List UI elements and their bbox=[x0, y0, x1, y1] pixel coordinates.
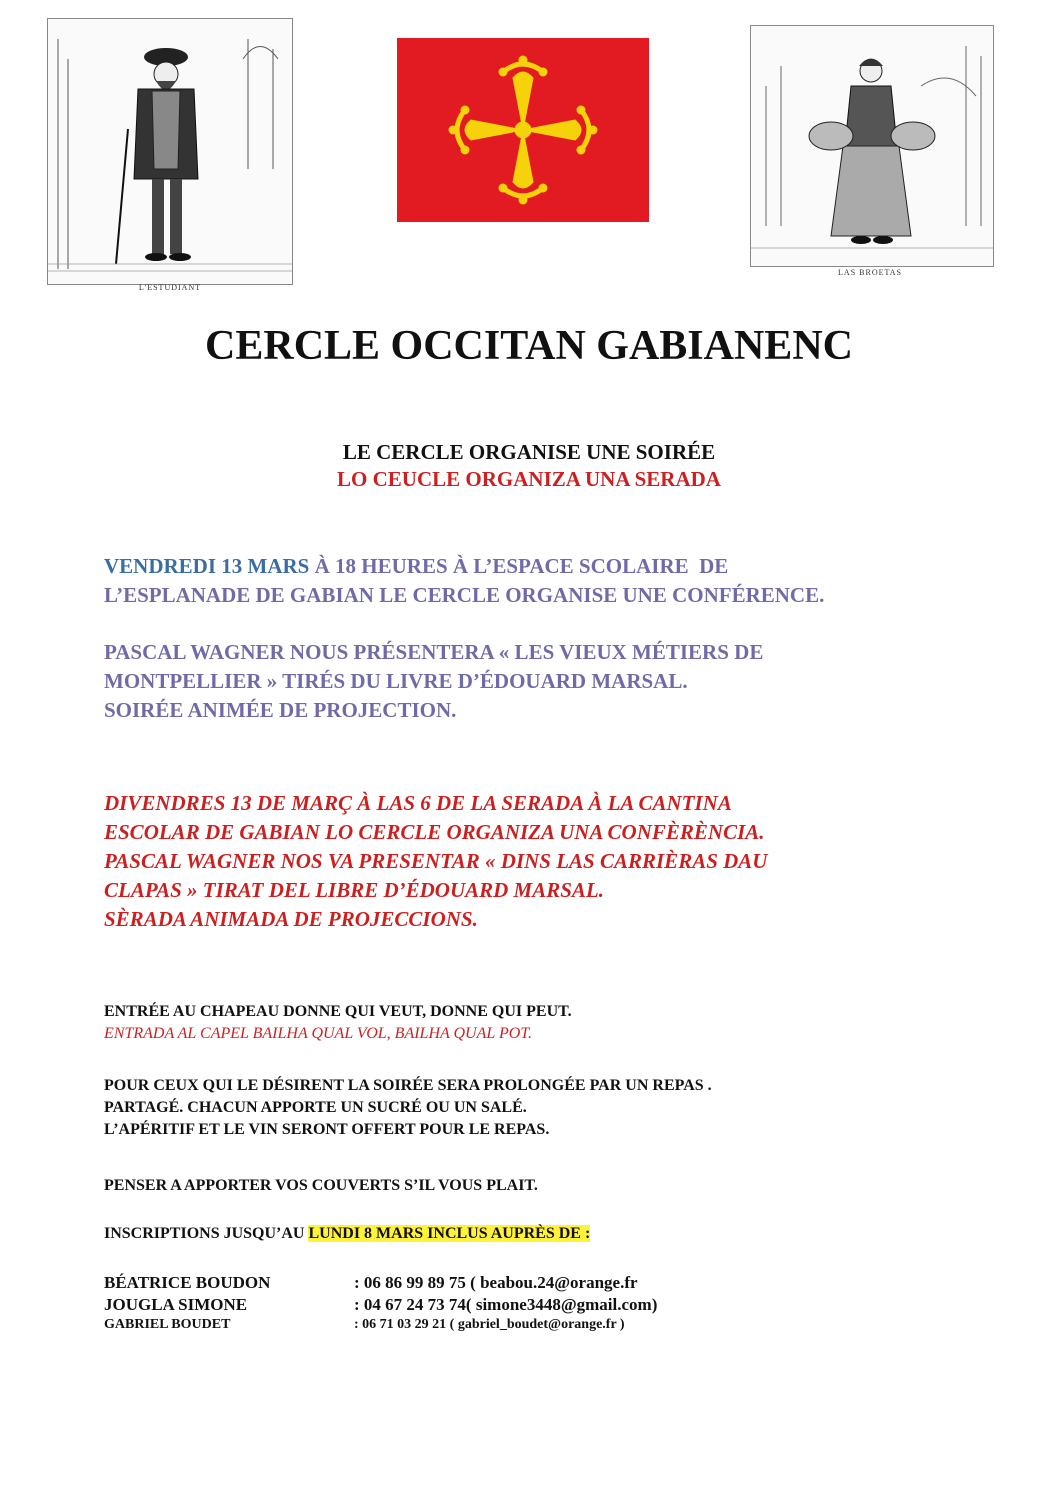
illustration-student bbox=[47, 18, 293, 285]
occitan-block bbox=[104, 789, 767, 934]
contact-row bbox=[104, 1273, 804, 1295]
contact-details: : 06 86 99 89 75 ( beabou.24@orange.fr bbox=[354, 1273, 638, 1292]
entry-info bbox=[104, 1001, 572, 1045]
occitan-line: SÈRADA ANIMADA DE PROJECCIONS. bbox=[104, 907, 478, 931]
event-time-place: À 18 HEURES À L’ESPACE SCOLAIRE DE bbox=[309, 554, 729, 578]
entry-fr: ENTRÉE AU CHAPEAU DONNE QUI VEUT, DONNE QUI PEUT. bbox=[104, 1003, 572, 1020]
contact-name: BÉATRICE BOUDON bbox=[104, 1273, 271, 1292]
occitan-cross-icon bbox=[397, 38, 649, 222]
subtitle-oc: LO CEUCLE ORGANIZA UNA SERADA bbox=[337, 467, 721, 491]
presentation-fr bbox=[104, 638, 763, 725]
meal-line: L’APÉRITIF ET LE VIN SERONT OFFERT POUR LE REPAS. bbox=[104, 1121, 550, 1138]
presentation-line: PASCAL WAGNER NOUS PRÉSENTERA « LES VIEUX MÉTIERS DE bbox=[104, 640, 764, 664]
conference-fr-line2: L’ESPLANADE DE GABIAN LE CERCLE ORGANISE UNE CONFÉRENCE. bbox=[104, 583, 825, 607]
contacts-list bbox=[104, 1273, 804, 1339]
illustration-seller bbox=[750, 25, 994, 267]
entry-oc: ENTRADA AL CAPEL BAILHA QUAL VOL, BAILHA QUAL POT. bbox=[104, 1025, 533, 1042]
contact-details: : 06 71 03 29 21 ( gabriel_boudet@orange.fr ) bbox=[354, 1317, 625, 1332]
contact-name: JOUGLA SIMONE bbox=[104, 1295, 248, 1314]
contact-row bbox=[104, 1317, 804, 1339]
occitan-line: DIVENDRES 13 DE MARÇ À LAS 6 DE LA SERADA À LA CANTINA bbox=[104, 791, 732, 815]
event-date: VENDREDI 13 MARS bbox=[104, 554, 310, 578]
occitan-flag bbox=[397, 38, 649, 222]
student-drawing bbox=[48, 19, 292, 284]
conference-fr bbox=[104, 552, 824, 610]
left-caption: L'ESTUDIANT bbox=[138, 283, 202, 292]
registration bbox=[104, 1223, 590, 1245]
occitan-line: ESCOLAR DE GABIAN LO CERCLE ORGANIZA UNA CONFÈRÈNCIA. bbox=[104, 820, 765, 844]
presentation-line: MONTPELLIER » TIRÉS DU LIVRE D’ÉDOUARD MARSAL. bbox=[104, 669, 688, 693]
registration-deadline: LUNDI 8 MARS INCLUS AUPRÈS DE : bbox=[308, 1225, 591, 1242]
presentation-line: SOIRÉE ANIMÉE DE PROJECTION. bbox=[104, 698, 457, 722]
page-title: CERCLE OCCITAN GABIANENC bbox=[205, 323, 853, 369]
cutlery-note: PENSER A APPORTER VOS COUVERTS S’IL VOUS PLAIT. bbox=[104, 1177, 538, 1194]
occitan-line: PASCAL WAGNER NOS VA PRESENTAR « DINS LAS CARRIÈRAS DAU bbox=[104, 849, 768, 873]
contact-row bbox=[104, 1295, 804, 1317]
right-caption: LAS BROETAS bbox=[838, 268, 902, 277]
seller-drawing bbox=[751, 26, 993, 266]
occitan-line: CLAPAS » TIRAT DEL LIBRE D’ÉDOUARD MARSAL. bbox=[104, 878, 605, 902]
meal-info bbox=[104, 1075, 712, 1141]
conference-fr-line1 bbox=[104, 552, 824, 581]
registration-prefix: INSCRIPTIONS JUSQU’AU bbox=[104, 1225, 309, 1242]
contact-name: GABRIEL BOUDET bbox=[104, 1317, 231, 1332]
meal-line: POUR CEUX QUI LE DÉSIRENT LA SOIRÉE SERA PROLONGÉE PAR UN REPAS . bbox=[104, 1077, 712, 1094]
contact-details: : 04 67 24 73 74( simone3448@gmail.com) bbox=[354, 1295, 658, 1314]
meal-line: PARTAGÉ. CHACUN APPORTE UN SUCRÉ OU UN SALÉ. bbox=[104, 1099, 527, 1116]
subtitle-fr: LE CERCLE ORGANISE UNE SOIRÉE bbox=[342, 440, 716, 464]
